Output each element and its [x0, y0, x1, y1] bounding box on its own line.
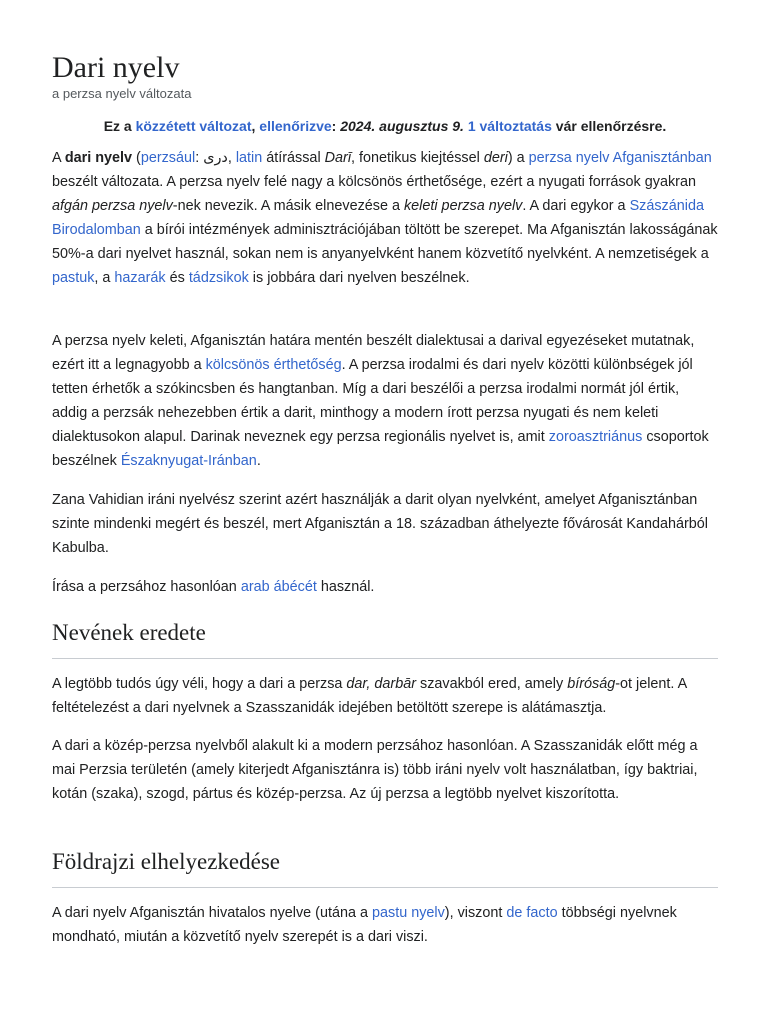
flagged-revision-notice: [52, 116, 718, 136]
flagged-prefix: Ez a: [103, 118, 136, 134]
published-version-link[interactable]: közzétett változat: [135, 118, 252, 134]
paragraph-dialects: [52, 329, 718, 473]
checked-link[interactable]: ellenőrizve: [259, 118, 332, 134]
link-perzsaul[interactable]: perzsául: [140, 150, 196, 166]
text: használ.: [316, 579, 375, 595]
text: A legtöbb tudós úgy véli, hogy a dari a perzsa: [52, 676, 347, 692]
text: A dari nyelv Afganisztán hivatalos nyelve (utána a: [52, 905, 372, 921]
text: A dari a közép-perzsa nyelvből alakult ki a modern perzsához hasonlóan. A Szasszanidák előtt még a mai Perzsia területén (amely kiterjedt Afganisztánra is) több iráni nyelv volt használatban, így baktriai, kotán (szaka), szogd, pártus és közép-perzsa. Az új perzsa a legtöbb nyelvet kiszorította.: [52, 738, 698, 802]
flagged-comma: ,: [251, 118, 260, 134]
italic-term: Darī: [324, 150, 352, 166]
italic-term: keleti perzsa nyelv: [403, 198, 523, 214]
bold-term: dari nyelv: [64, 150, 133, 166]
text: -nek nevezik. A másik elnevezése a: [172, 198, 404, 214]
pending-changes-link[interactable]: 1 változtatás: [467, 118, 552, 134]
text: ), viszont: [444, 905, 507, 921]
arabic-script-term: دری: [203, 150, 228, 166]
text: szavakból ered, amely: [416, 676, 568, 692]
text: , fonetikus kiejtéssel: [351, 150, 484, 166]
italic-term: bíróság: [567, 676, 616, 692]
text: ) a: [507, 150, 529, 166]
text: többségi nyelvnek mondható, miután a közvetítő nyelv szerepét is a dari viszi.: [52, 905, 677, 945]
italic-term: afgán perzsa nyelv: [52, 198, 173, 214]
text: A perzsa nyelv keleti, Afganisztán határa mentén beszélt dialektusai a darival egyezéseket mutatnak, ezért itt a legnagyobb a: [52, 333, 695, 373]
link-de-facto[interactable]: de facto: [506, 905, 558, 921]
text: Írása a perzsához hasonlóan: [52, 579, 241, 595]
text: és: [165, 270, 189, 286]
link-pastuk[interactable]: pastuk: [52, 270, 95, 286]
link-hazarak[interactable]: hazarák: [114, 270, 166, 286]
section-heading-foldrajzi-elhelyezkedese: Földrajzi elhelyezkedése: [52, 847, 718, 888]
link-szaszanida-birodalom[interactable]: Szászánida Birodalomban: [52, 198, 704, 238]
paragraph-geography: [52, 901, 718, 949]
flagged-date: 2024. augusztus 9.: [340, 118, 464, 134]
text: (: [132, 150, 141, 166]
link-pastu-nyelv[interactable]: pastu nyelv: [372, 905, 445, 921]
link-arab-abece[interactable]: arab ábécét: [240, 579, 317, 595]
paragraph-etymology: [52, 672, 718, 720]
text: átírással: [262, 150, 325, 166]
text: . A dari egykor a: [522, 198, 630, 214]
italic-term: dar, darbār: [346, 676, 417, 692]
text: A: [52, 150, 65, 166]
text: , a: [94, 270, 115, 286]
text: .: [256, 453, 261, 469]
paragraph-history: [52, 734, 718, 806]
link-kolcsonos-erthetoseg[interactable]: kölcsönös érthetőség: [205, 357, 342, 373]
link-zoroasztrianus[interactable]: zoroasztriánus: [548, 429, 643, 445]
text: a bírói intézmények adminisztrációjában töltött be szerepet. Ma Afganisztán lakosságának 50%-a dari nyelvet használ, sokan nem is anyanyelvként hanem közvetítő nyelvként. A nemzetiségek a: [52, 222, 718, 262]
section-heading-nevenek-eredete: Nevének eredete: [52, 618, 718, 659]
page-subtitle: a perzsa nyelv változata: [52, 86, 192, 101]
text: ,: [227, 150, 236, 166]
text: :: [195, 150, 204, 166]
paragraph-script: [52, 575, 718, 599]
page-title: Dari nyelv: [52, 51, 180, 84]
text: Zana Vahidian iráni nyelvész szerint azért használják a darit olyan nyelvként, amelyet Afganisztánban szinte mindenki megért és beszél, mert Afganisztán a 18. században áthelyezte fővárosát Kandahárból Kabulba.: [52, 492, 708, 556]
link-latin[interactable]: latin: [235, 150, 263, 166]
link-perzsa-nyelv-afganisztanban[interactable]: perzsa nyelv Afganisztánban: [528, 150, 712, 166]
text: csoportok beszélnek: [52, 429, 709, 469]
paragraph-vahidian: [52, 488, 718, 560]
flagged-colon: :: [331, 118, 341, 134]
text: beszélt változata. A perzsa nyelv felé nagy a kölcsönös érthetősége, ezért a nyugati források gyakran: [52, 174, 696, 190]
paragraph-intro: [52, 146, 718, 290]
italic-term: deri: [483, 150, 508, 166]
link-eszaknyugat-iran[interactable]: Északnyugat-Iránban: [120, 453, 257, 469]
flagged-suffix: vár ellenőrzésre.: [551, 118, 667, 134]
text: . A perzsa irodalmi és dari nyelv közötti különbségek jól tetten érhetők a szókincsben és hangtanban. Míg a dari beszélői a perzsa irodalmi normát jól értik, addig a perzsák nehezebben értik a darit, minthogy a modern írott perzsa nyugati és nem keleti dialektusokon alapul. Darinak neveznek egy perzsa regionális nyelvet is, amit: [52, 357, 693, 445]
link-tadzsikok[interactable]: tádzsikok: [188, 270, 249, 286]
text: -ot jelent. A feltételezést a dari nyelvnek a Szasszanidák idejében betöltött szerepe is alátámasztja.: [52, 676, 687, 716]
text: is jobbára dari nyelven beszélnek.: [248, 270, 470, 286]
